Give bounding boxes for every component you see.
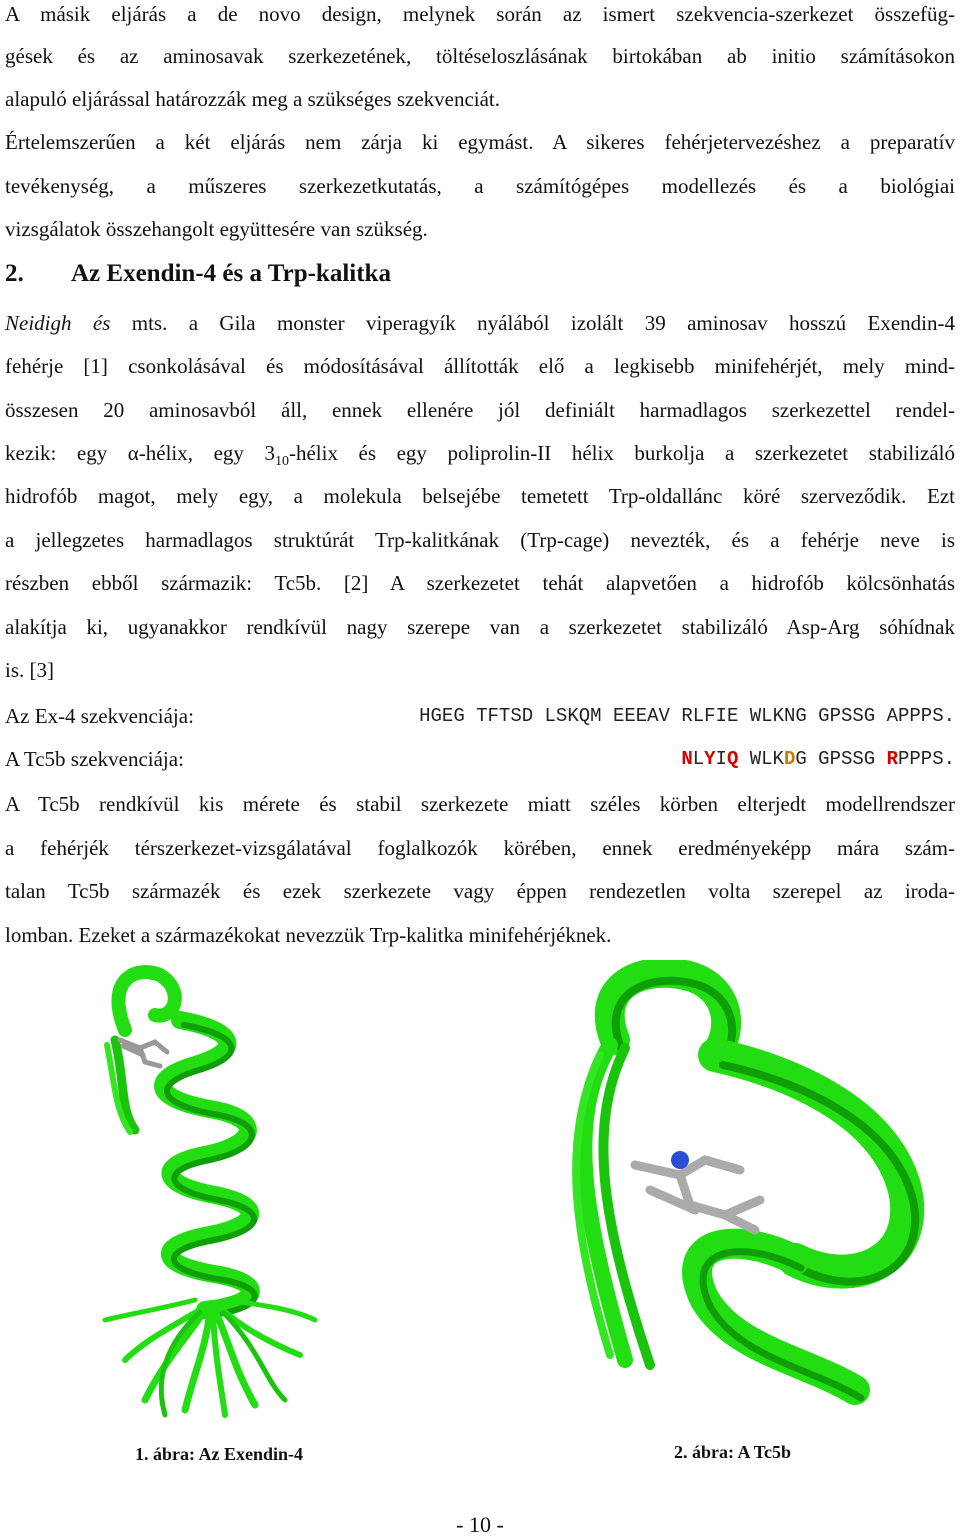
ex4-sequence: HGEG TFTSD LSKQM EEEAV RLFIE WLKNG GPSSG APPPS. bbox=[419, 705, 955, 727]
tc5b-sequence-label: A Tc5b szekvenciája: bbox=[5, 747, 184, 771]
paragraph1-line-6: vizsgálatok összehangolt együttesére van szükség. bbox=[5, 217, 428, 241]
paragraph3-line-3: talan Tc5b származék és ezek szerkezete vagy éppen rendezetlen volta szerepel az iroda- bbox=[5, 879, 955, 903]
paragraph2-line-8: alakítja ki, ugyanakkor rendkívül nagy szerepe van a szerkezetet stabilizáló Asp-Arg sóhídnak bbox=[5, 615, 955, 639]
paragraph1-line-1: A másik eljárás a de novo design, melynek során az ismert szekvencia-szerkezet összefüg- bbox=[5, 2, 955, 26]
paragraph2-line-7: részben ebből származik: Tc5b. [2] A szerkezetet tehát alapvetően a hidrofób kölcsönhatás bbox=[5, 571, 955, 595]
subscript-10: 10 bbox=[274, 454, 289, 469]
tc5b-seq-part: G GPSSG bbox=[795, 748, 887, 770]
paragraph2-line-3: összesen 20 aminosavból áll, ennek ellenére jól definiált harmadlagos szerkezettel rendel- bbox=[5, 398, 955, 422]
paragraph3-line-1: A Tc5b rendkívül kis mérete és stabil szerkezete miatt széles körben elterjedt modellrendszer bbox=[5, 792, 955, 816]
tc5b-seq-part: N bbox=[681, 748, 693, 770]
tc5b-seq-part: R bbox=[886, 748, 898, 770]
figure1-caption: 1. ábra: Az Exendin-4 bbox=[135, 1444, 304, 1464]
paragraph2-line-2: fehérje [1] csonkolásával és módosításával állították elő a legkisebb minifehérjét, mely mind- bbox=[5, 354, 955, 378]
paragraph1-line-3: alapuló eljárással határozzák meg a szükséges szekvenciát. bbox=[5, 87, 501, 111]
paragraph2-line-4 bbox=[5, 439, 955, 467]
paragraph1-line-4: Értelemszerűen a két eljárás nem zárja ki egymást. A sikeres fehérjetervezéshez a preparatív bbox=[5, 130, 955, 154]
tc5b-seq-part: Q bbox=[726, 748, 739, 770]
paragraph2-line-1 bbox=[5, 309, 955, 337]
tc5b-seq-part: PPPS. bbox=[897, 748, 955, 770]
tc5b-sequence bbox=[681, 745, 955, 773]
paragraph2-line-4a: kezik: egy α-hélix, egy 3 bbox=[5, 441, 275, 465]
tc5b-seq-part: D bbox=[783, 748, 796, 770]
paragraph3-line-4: lomban. Ezeket a származékokat nevezzük Trp-kalitka minifehérjéknek. bbox=[5, 923, 612, 947]
page-number: - 10 - bbox=[456, 1512, 504, 1537]
author-name: Neidigh és bbox=[5, 311, 111, 335]
ex4-sequence-label: Az Ex-4 szekvenciája: bbox=[5, 704, 194, 728]
paragraph2-line-4b: -hélix és egy poliprolin-II hélix burkolja a szerkezetet stabilizáló bbox=[288, 441, 955, 465]
figure2-caption: 2. ábra: A Tc5b bbox=[674, 1442, 792, 1462]
section-title: Az Exendin-4 és a Trp-kalitka bbox=[71, 260, 391, 287]
tc5b-seq-part: Y bbox=[704, 748, 716, 770]
paragraph2-line-9: is. [3] bbox=[5, 658, 54, 682]
paragraph1-line-2: gések és az aminosavak szerkezetének, töltéseloszlásának birtokában ab initio számításokon bbox=[5, 44, 955, 68]
tc5b-seq-part: WLK bbox=[738, 748, 784, 770]
section-number: 2. bbox=[5, 260, 24, 287]
section-heading bbox=[5, 258, 391, 290]
tc5b-seq-part: L bbox=[692, 748, 705, 770]
paragraph3-line-2: a fehérjék térszerkezet-vizsgálatával foglalkozók körében, ennek eredményeképp mára szám- bbox=[5, 836, 955, 860]
paragraph1-line-5: tevékenység, a műszeres szerkezetkutatás, a számítógépes modellezés és a biológiai bbox=[5, 174, 955, 198]
paragraph2-line-6: a jellegzetes harmadlagos struktúrát Trp-kalitkának (Trp-cage) nevezték, és a fehérje neve is bbox=[5, 528, 955, 552]
exendin4-structure-figure bbox=[85, 960, 325, 1420]
tc5b-structure-figure bbox=[555, 960, 935, 1410]
paragraph2-line-1-text: mts. a Gila monster viperagyík nyálából izolált 39 aminosav hosszú Exendin-4 bbox=[110, 311, 955, 335]
paragraph2-line-5: hidrofób magot, mely egy, a molekula belsejébe temetett Trp-oldallánc köré szerveződik. Ezt bbox=[5, 484, 955, 508]
tc5b-seq-part: I bbox=[715, 748, 727, 770]
